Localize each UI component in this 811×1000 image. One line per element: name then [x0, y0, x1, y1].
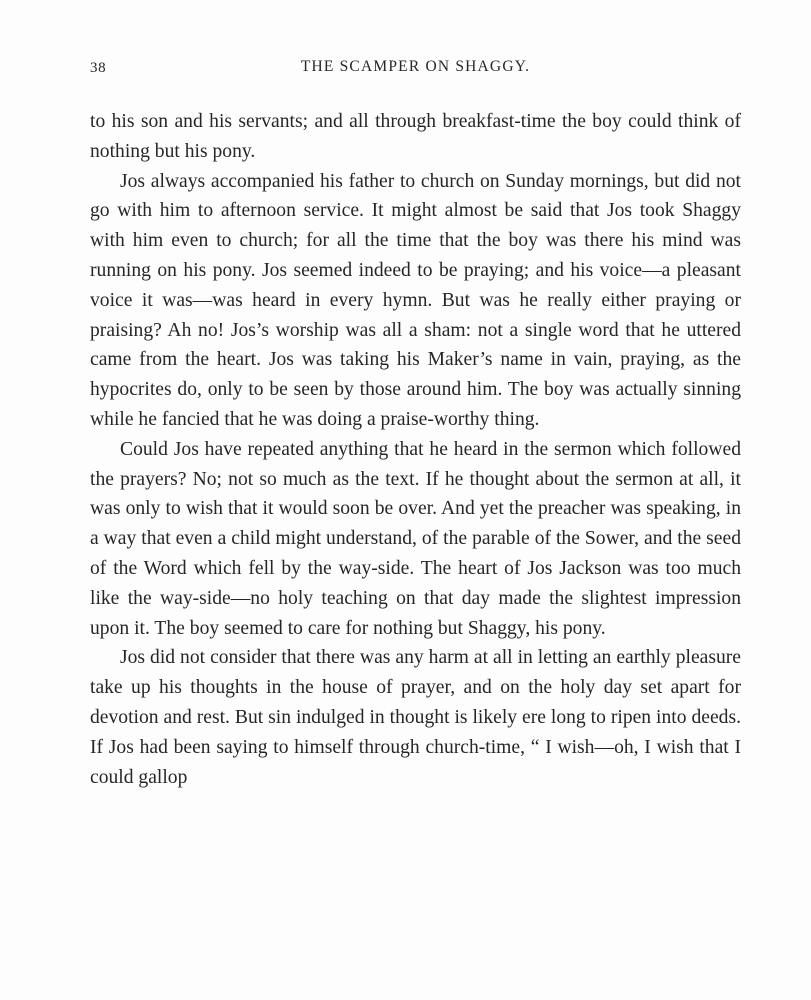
running-title: THE SCAMPER ON SHAGGY. [300, 58, 531, 75]
body-text [90, 107, 741, 792]
paragraph: Jos did not consider that there was any harm at all in letting an earthly pleasure take up his thoughts in the house of prayer, and on the holy day set apart for devotion and rest. But sin indulged in thought is likely ere long to ripen into deeds. If Jos had been saying to himself through church-time, “ I wish—oh, I wish that I could gallop [90, 647, 741, 788]
paragraph: Could Jos have repeated anything that he heard in the sermon which followed the prayers? No; not so much as the text. If he thought about the sermon at all, it was only to wish that it would soon be over. And yet the preacher was speaking, in a way that even a child might understand, of the parable of the Sower, and the seed of the Word which fell by the way-side. The heart of Jos Jackson was too much like the way-side—no holy teaching on that day made the slightest impression upon it. The boy seemed to care for nothing but Shaggy, his pony. [90, 438, 741, 639]
paragraph: Jos always accompanied his father to church on Sunday mornings, but did not go with him to afternoon service. It might almost be said that Jos took Shaggy with him even to church; for all the time that the boy was there his mind was running on his pony. Jos seemed indeed to be praying; and his voice—a pleasant voice it was—was heard in every hymn. But was he really either praying or praising? Ah no! Jos’s worship was all a sham: not a single word that he uttered came from the heart. Jos was taking his Maker’s name in vain, praying, as the hypocrites do, only to be seen by those around him. The boy was actually sinning while he fancied that he was doing a praise-worthy thing. [90, 170, 741, 430]
paragraph-continued: to his son and his servants; and all through breakfast-time the boy could think of nothing but his pony. [90, 111, 741, 162]
running-head [90, 58, 741, 86]
page-number: 38 [90, 60, 107, 76]
book-page [90, 58, 741, 792]
